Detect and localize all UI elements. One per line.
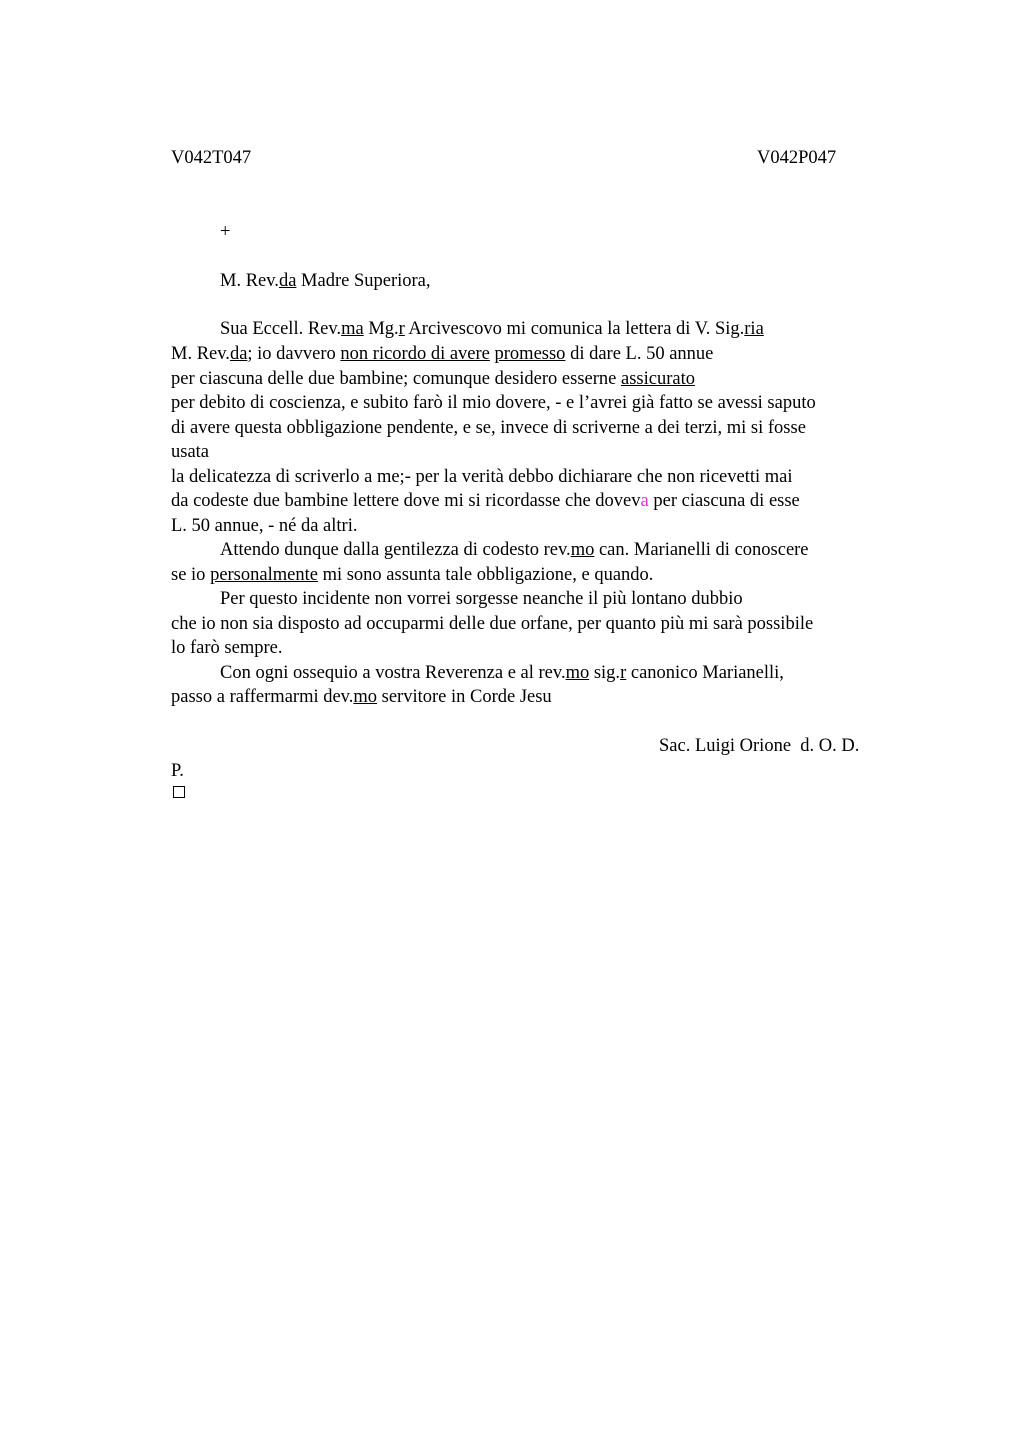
document-code-right: V042P047 [757, 148, 837, 168]
letter-line-14: lo farò sempre. [171, 638, 283, 658]
empty-checkbox-symbol [173, 786, 185, 798]
letter-line-8: da codeste due bambine lettere dove mi si ricordasse che doveva per ciascuna di esse [171, 491, 800, 511]
letter-line-5: di avere questa obbligazione pendente, e se, invece di scriverne a dei terzi, mi si fosse [171, 418, 806, 438]
letter-line-16: passo a raffermarmi dev.mo servitore in Corde Jesu [171, 687, 552, 707]
letter-line-15: Con ogni ossequio a vostra Reverenza e al rev.mo sig.r canonico Marianelli, [220, 663, 784, 683]
letter-line-4: per debito di coscienza, e subito farò il mio dovere, - e l’avrei già fatto se avessi saputo [171, 393, 816, 413]
document-code-left: V042T047 [171, 148, 252, 168]
letter-line-7: la delicatezza di scriverlo a me;- per la verità debbo dichiarare che non ricevetti mai [171, 467, 793, 487]
letter-line-11: se io personalmente mi sono assunta tale obbligazione, e quando. [171, 565, 654, 585]
letter-line-12: Per questo incidente non vorrei sorgesse neanche il più lontano dubbio [220, 589, 743, 609]
letter-line-13: che io non sia disposto ad occuparmi delle due orfane, per quanto più mi sarà possibile [171, 614, 814, 634]
cross-symbol: + [220, 222, 231, 242]
letter-line-9: L. 50 annue, - né da altri. [171, 516, 358, 536]
letter-line-10: Attendo dunque dalla gentilezza di codesto rev.mo can. Marianelli di conoscere [220, 540, 809, 560]
salutation: M. Rev.da Madre Superiora, [220, 271, 431, 291]
letter-line-1: Sua Eccell. Rev.ma Mg.r Arcivescovo mi comunica la lettera di V. Sig.ria [220, 319, 764, 339]
letter-line-3: per ciascuna delle due bambine; comunque desidero esserne assicurato [171, 369, 695, 389]
letter-line-6: usata [171, 442, 210, 462]
letter-line-2: M. Rev.da; io davvero non ricordo di avere promesso di dare L. 50 annue [171, 344, 714, 364]
postscript: P. [171, 761, 184, 781]
signature: Sac. Luigi Orione d. O. D. [659, 736, 860, 756]
